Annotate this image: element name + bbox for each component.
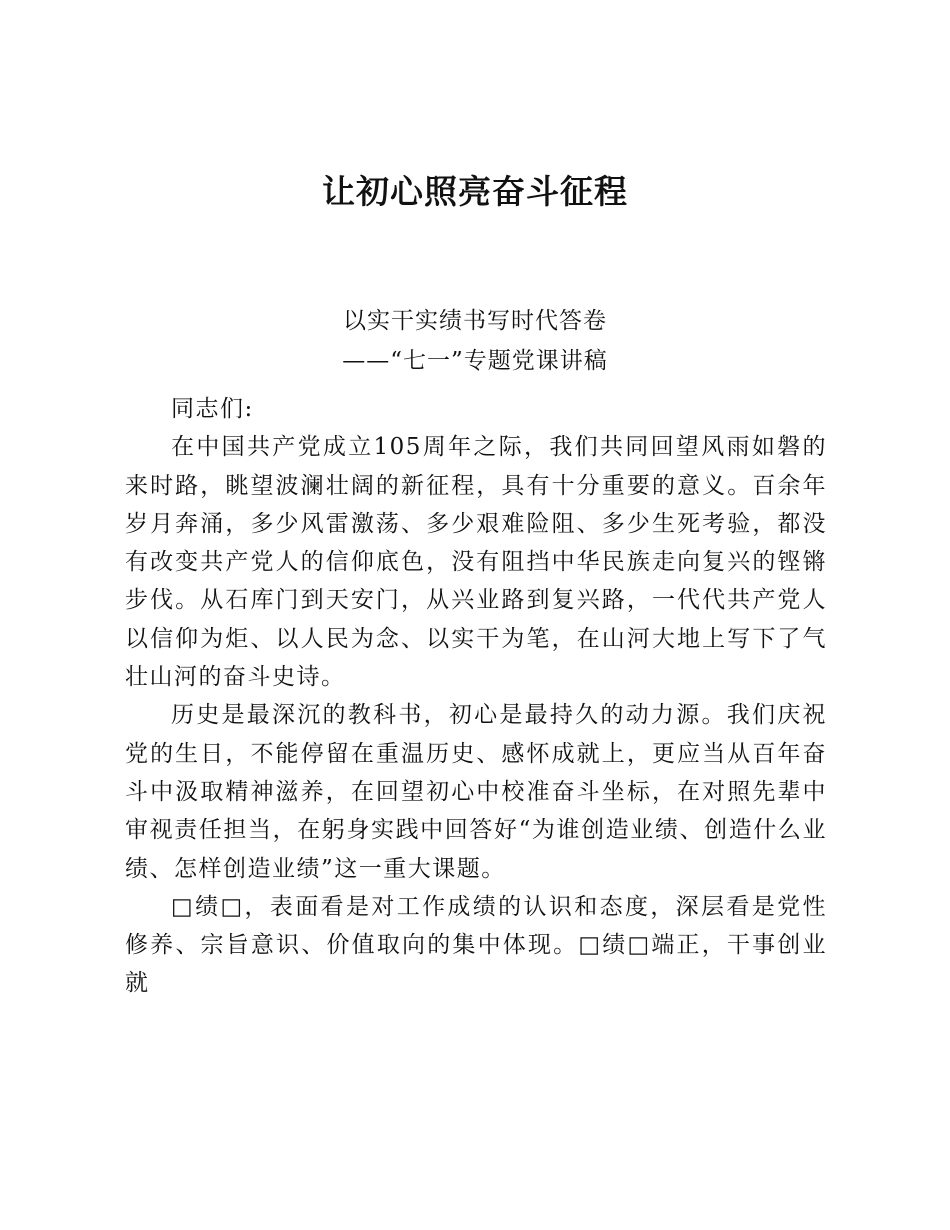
paragraph-2: 历史是最深沉的教科书，初心是最持久的动力源。我们庆祝党的生日，不能停留在重温历史、感怀成就上，更应当从百年奋斗中汲取精神滋养，在回望初心中校准奋斗坐标，在对照先辈中审视责任担当，在躬身实践中回答好“为谁创造业绩、创造什么业绩、怎样创造业绩”这一重大课题。 (125, 702, 827, 882)
document-title: 让初心照亮奋斗征程 (322, 172, 628, 211)
document-subtitle-line2: ——“七一”专题党课讲稿 (342, 348, 608, 374)
paragraph-3: □绩□，表面看是对工作成绩的认识和态度，深层看是党性修养、宗旨意识、价值取向的集中体现。□绩□端正，干事创业就 (125, 893, 827, 997)
paragraph-1: 在中国共产党成立105周年之际，我们共同回望风雨如磐的来时路，眺望波澜壮阔的新征程，具有十分重要的意义。百余年岁月奔涌，多少风雷激荡、多少艰难险阻、多少生死考验，都没有改变共产党人的信仰底色，没有阻挡中华民族走向复兴的铿锵步伐。从石库门到天安门，从兴业路到复兴路，一代代共产党人以信仰为炬、以人民为念、以实干为笔，在山河大地上写下了气壮山河的奋斗史诗。 (125, 434, 827, 691)
document-body (125, 390, 827, 1003)
document-subtitle-line1: 以实干实绩书写时代答卷 (343, 308, 607, 334)
salutation: 同志们: (171, 396, 254, 422)
